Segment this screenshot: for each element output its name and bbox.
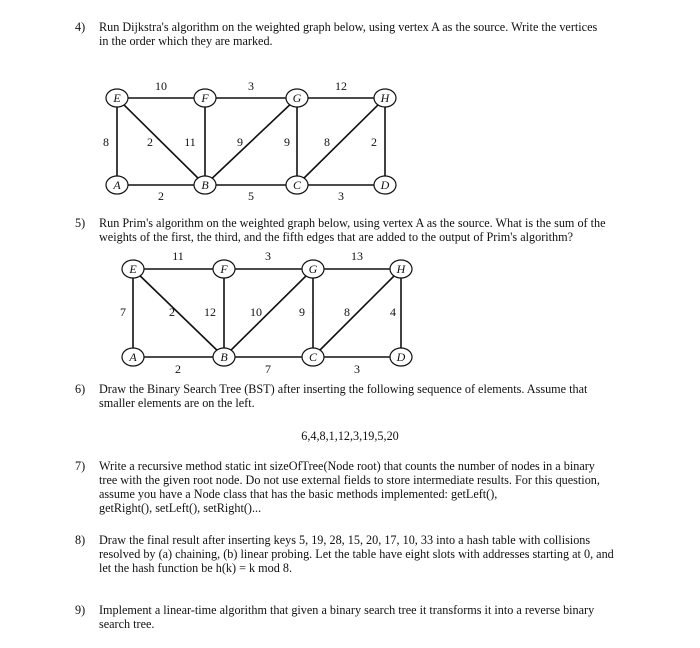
weight-h-d: 4 (390, 305, 396, 319)
weight-g-c: 9 (284, 135, 290, 149)
weight-b-g: 10 (250, 305, 262, 319)
node-label-h: H (380, 91, 390, 105)
question-number: 6) (75, 382, 86, 396)
node-label-d: D (380, 178, 390, 192)
question-text (99, 533, 614, 575)
weight-e-a: 8 (103, 135, 109, 149)
weight-a-b: 2 (175, 362, 181, 376)
question-number: 5) (75, 216, 86, 230)
node-label-h: H (396, 262, 406, 276)
node-label-a: A (129, 350, 137, 364)
question-line: search tree. (99, 617, 155, 631)
edge-c-h (313, 269, 401, 357)
question-line: weights of the first, the third, and the fifth edges that are added to the output of Prim's algorithm? (99, 230, 574, 244)
question-number: 7) (75, 459, 86, 473)
question-line: let the hash function be h(k) = k mod 8. (99, 561, 293, 575)
question-line: in the order which they are marked. (99, 34, 273, 48)
question-text (99, 459, 600, 515)
weight-f-b: 12 (204, 305, 216, 319)
weight-c-d: 3 (338, 189, 344, 203)
question-line: Run Prim's algorithm on the weighted graph below, using vertex A as the source. What is the sum of the (99, 216, 606, 230)
weight-f-g: 3 (265, 249, 271, 263)
question-line: Write a recursive method static int sizeOfTree(Node root) that counts the number of nodes in a binary (99, 459, 595, 473)
node-label-e: E (113, 91, 121, 105)
node-label-b: B (201, 178, 209, 192)
weight-c-h: 8 (344, 305, 350, 319)
prim-graph (0, 250, 700, 382)
question-text (99, 382, 587, 410)
node-label-e: E (129, 262, 137, 276)
node-label-c: C (308, 350, 318, 364)
node-label-g: G (308, 262, 318, 276)
weight-f-g: 3 (248, 79, 254, 93)
question-text (99, 20, 597, 48)
weight-g-h: 12 (335, 79, 347, 93)
weight-c-d: 3 (354, 362, 360, 376)
weight-g-c: 9 (299, 305, 305, 319)
weight-b-c: 7 (265, 362, 271, 376)
node-label-f: F (201, 91, 209, 105)
weight-e-b: 2 (169, 305, 175, 319)
node-label-f: F (220, 262, 228, 276)
weight-h-d: 2 (371, 135, 377, 149)
dijkstra-graph (0, 80, 700, 210)
weight-e-f: 10 (155, 79, 167, 93)
node-label-d: D (396, 350, 406, 364)
question-line: Run Dijkstra's algorithm on the weighted graph below, using vertex A as the source. Write the vertices (99, 20, 598, 34)
weight-e-a: 7 (120, 305, 126, 319)
weight-e-f: 11 (172, 249, 184, 263)
question-line: Implement a linear-time algorithm that given a binary search tree it transforms it into a reverse binary (99, 603, 595, 617)
question-line: assume you have a Node class that has the basic methods implemented: getLeft(), (99, 487, 498, 501)
weight-g-h: 13 (351, 249, 363, 263)
question-line: smaller elements are on the left. (99, 396, 255, 410)
bst-sequence: 6,4,8,1,12,3,19,5,20 (301, 429, 399, 443)
weight-b-c: 5 (248, 189, 254, 203)
weight-f-b: 11 (184, 135, 196, 149)
node-label-g: G (292, 91, 302, 105)
question-number: 8) (75, 533, 86, 547)
weight-b-g: 9 (237, 135, 243, 149)
question-line: Draw the final result after inserting keys 5, 19, 28, 15, 20, 17, 10, 33 into a hash table with collisions (99, 533, 591, 547)
node-label-b: B (220, 350, 228, 364)
question-line: Draw the Binary Search Tree (BST) after inserting the following sequence of elements. Assume that (99, 382, 588, 396)
weight-a-b: 2 (158, 189, 164, 203)
weight-e-b: 2 (147, 135, 153, 149)
question-line: tree with the given root node. Do not use external fields to store intermediate results. For this question, (99, 473, 600, 487)
question-text (99, 603, 594, 631)
question-line: getRight(), setLeft(), setRight()... (99, 501, 262, 515)
question-line: resolved by (a) chaining, (b) linear probing. Let the table have eight slots with addresses starting at 0, and (99, 547, 614, 561)
question-text (99, 216, 606, 244)
question-number: 4) (75, 20, 86, 34)
weight-c-h: 8 (324, 135, 330, 149)
node-label-a: A (113, 178, 121, 192)
question-number: 9) (75, 603, 86, 617)
node-label-c: C (292, 178, 302, 192)
